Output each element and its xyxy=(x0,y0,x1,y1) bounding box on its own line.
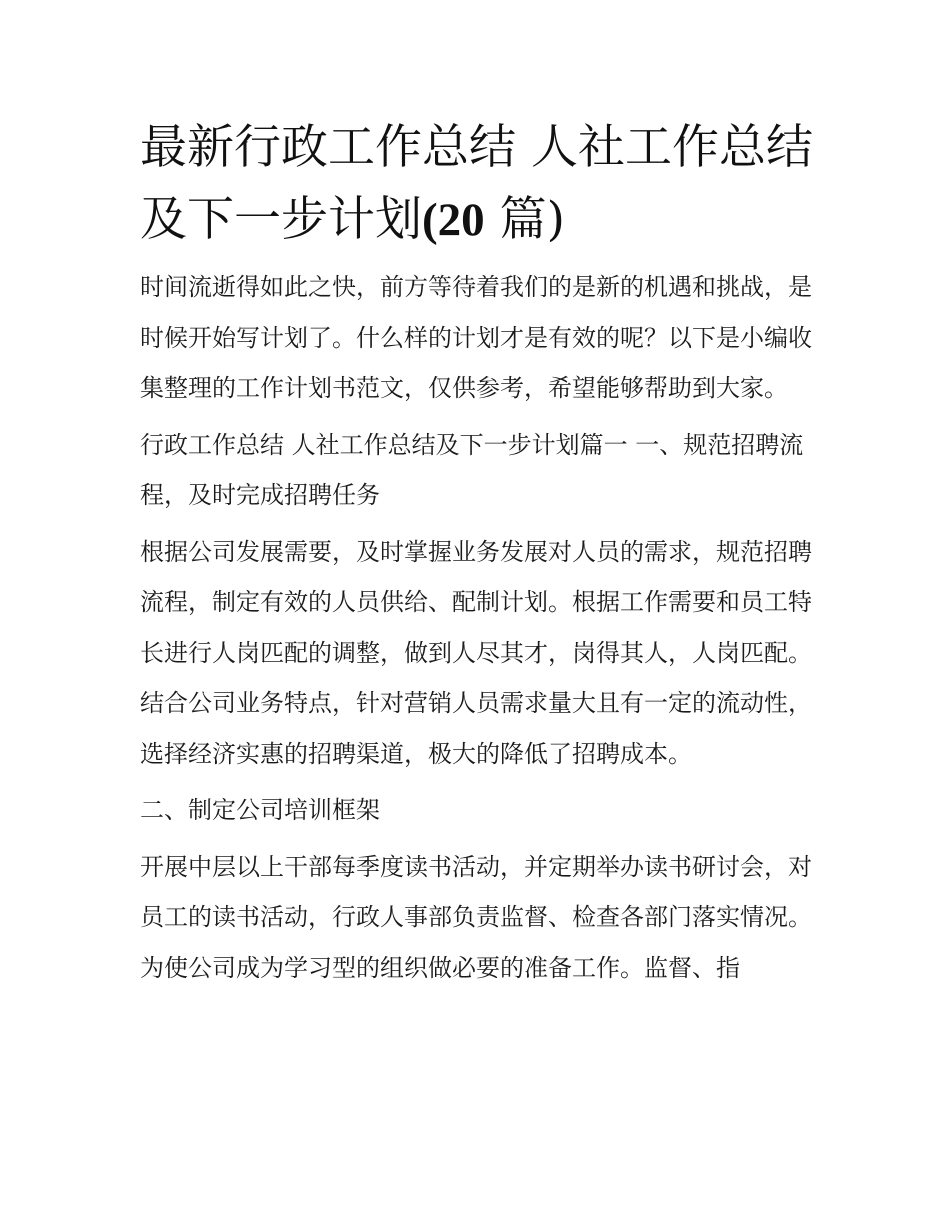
title-suffix: 篇) xyxy=(484,192,565,247)
title-count: (20 xyxy=(422,194,485,246)
section-heading-1: 行政工作总结 人社工作总结及下一步计划篇一 一、规范招聘流程，及时完成招聘任务 xyxy=(140,430,804,509)
title-text: 最新行政工作总结 人社工作总结及下一步计划 xyxy=(140,120,813,247)
body-paragraph-1: 根据公司发展需要，及时掌握业务发展对人员的需求，规范招聘流程，制定有效的人员供给、配制计划。根据工作需要和员工特长进行人岗匹配的调整，做到人尽其才，岗得其人，人岗匹配。结合公司业务特点，针对营销人员需求量大且有一定的流动性，选择经济实惠的招聘渠道，极大的降低了招聘成本。 xyxy=(140,537,812,768)
document-body xyxy=(140,112,820,993)
intro-paragraph: 时间流逝得如此之快，前方等待着我们的是新的机遇和挑战，是时候开始写计划了。什么样的计划才是有效的呢？以下是小编收集整理的工作计划书范文，仅供参考，希望能够帮助到大家。 xyxy=(140,273,812,402)
document-title xyxy=(140,112,820,256)
section-heading-2: 二、制定公司培训框架 xyxy=(140,796,380,824)
body-paragraph-2: 开展中层以上干部每季度读书活动，并定期举办读书研讨会，对员工的读书活动，行政人事部负责监督、检查各部门落实情况。为使公司成为学习型的组织做必要的准备工作。监督、指 xyxy=(140,852,812,982)
